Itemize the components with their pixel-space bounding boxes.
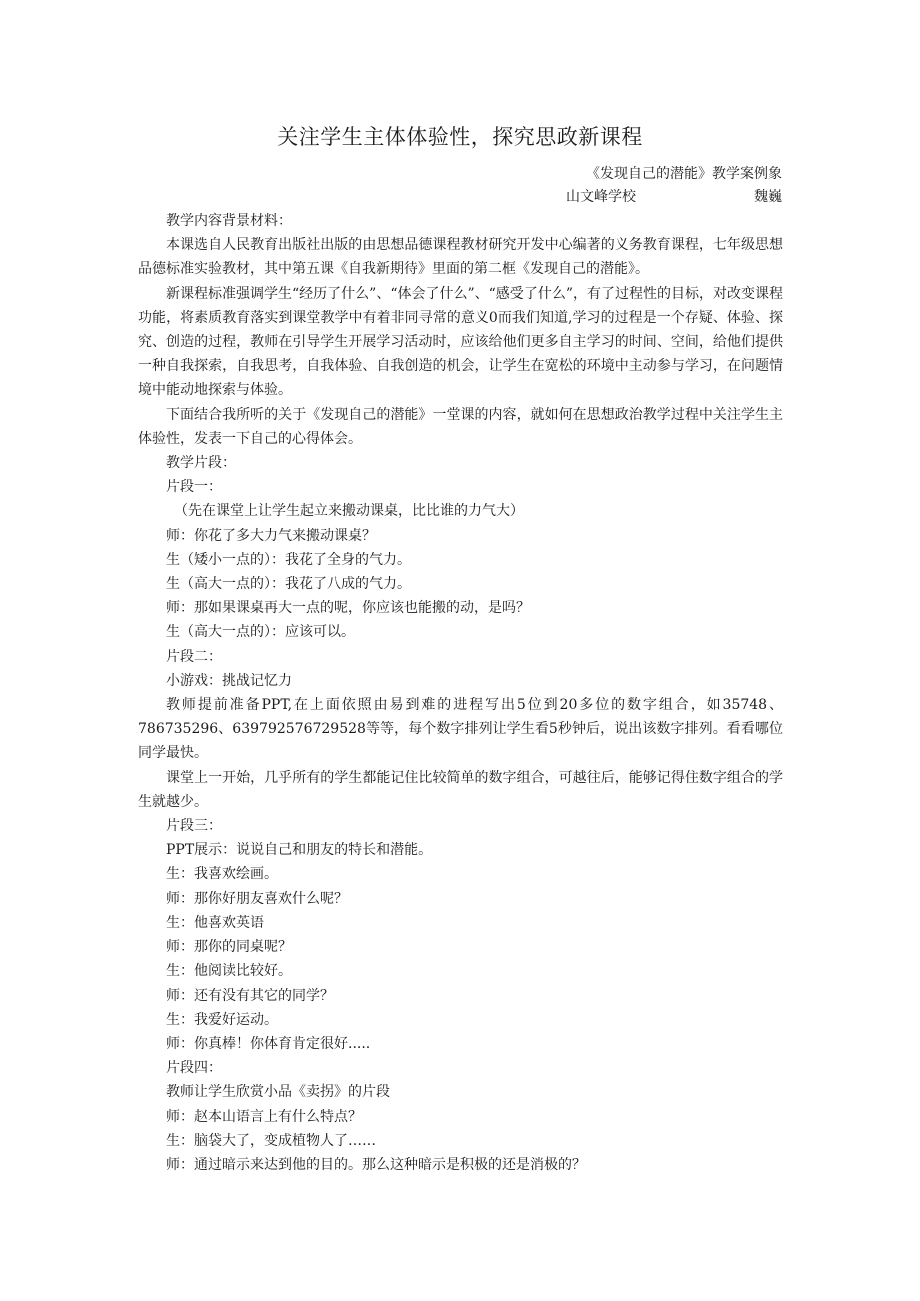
dialogue-line: 生（高大一点的）：我花了八成的气力。 [166,576,411,593]
document-title: 关注学生主体体验性，探究思政新课程 [277,125,643,149]
paragraph: 教师提前准备PPT,在上面依照由易到难的进程写出5位到20多位的数字组合，如35748、786735296、639792576729528等等，每个数字排列让学生看5秒钟后，说出该数字排列。看看哪位同学最快。 [138,697,783,762]
dialogue-line: 生（矮小一点的）：我花了全身的气力。 [166,551,411,568]
school-name: 山文峰学校 [566,189,636,205]
dialogue-line: 师：赵本山语言上有什么特点？ [166,1108,362,1125]
section-heading: 教学片段： [166,455,236,472]
dialogue-line: 师：那你的同桌呢？ [166,939,292,956]
section-heading: 教学内容背景材料： [166,213,292,229]
paragraph: 下面结合我所听的关于《发现自己的潜能》一堂课的内容，就如何在思想政治教学过程中关注学生主体验性，发表一下自己的心得体会。 [138,406,783,447]
segment-heading: 片段四： [166,1060,222,1077]
document-subtitle: 《发现自己的潜能》教学案例象 [586,166,782,182]
paragraph: 小游戏：挑战记忆力 [166,672,292,689]
stage-direction: （先在课堂上让学生起立来搬动课桌，比比谁的力气大） [174,503,524,520]
dialogue-line: 师：你花了多大力气来搬动课桌？ [166,527,376,544]
paragraph: PPT展示：说说自己和朋友的特长和潜能。 [166,842,433,859]
document-body [138,209,783,1177]
segment-heading: 片段三： [166,818,222,835]
dialogue-line: 师：通过暗示来达到他的目的。那么这种暗示是积极的还是消极的？ [166,1156,586,1173]
paragraph: 新课程标准强调学生“经历了什么”、“体会了什么”、“感受了什么”，有了过程性的目标，对改变课程功能，将素质教育落实到课堂教学中有着非同寻常的意义0而我们知道,学习的过程是一个存疑、体验、探究、创造的过程，教师在引导学生开展学习活动时，应该给他们更多自主学习的时间、空间，给他们提供一种自我探索，自我思考，自我体验、自我创造的机会，让学生在宽松的环境中主动参与学习，在问题情境中能动地探索与体验。 [138,285,783,399]
author-name: 魏巍 [754,189,782,205]
dialogue-line: 生：他喜欢英语 [166,914,264,931]
segment-heading: 片段一： [166,479,222,496]
dialogue-line: 生（高大一点的）：应该可以。 [166,624,355,641]
dialogue-line: 生：脑袋大了，变成植物人了…… [166,1132,376,1149]
dialogue-line: 生：他阅读比较好。 [166,963,292,980]
segment-heading: 片段二： [166,648,222,665]
dialogue-line: 师：你真棒！你体育肯定很好..... [166,1035,371,1052]
dialogue-line: 生：我喜欢绘画。 [166,866,278,883]
paragraph: 教师让学生欣赏小品《卖拐》的片段 [166,1084,390,1101]
paragraph: 本课选自人民教育出版社出版的由思想品德课程教材研究开发中心编著的义务教育课程，七年级思想品德标准实验教材，其中第五课《自我新期待》里面的第二框《发现自己的潜能》。 [138,237,783,278]
dialogue-line: 生：我爱好运动。 [166,1011,278,1028]
dialogue-line: 师：那你好朋友喜欢什么呢？ [166,890,348,907]
dialogue-line: 师：那如果课桌再大一点的呢，你应该也能搬的动，是吗？ [166,600,530,617]
paragraph: 课堂上一开始，几乎所有的学生都能记住比较简单的数字组合，可越往后，能够记得住数字组合的学生就越少。 [138,769,783,810]
dialogue-line: 师：还有没有其它的同学？ [166,987,334,1004]
